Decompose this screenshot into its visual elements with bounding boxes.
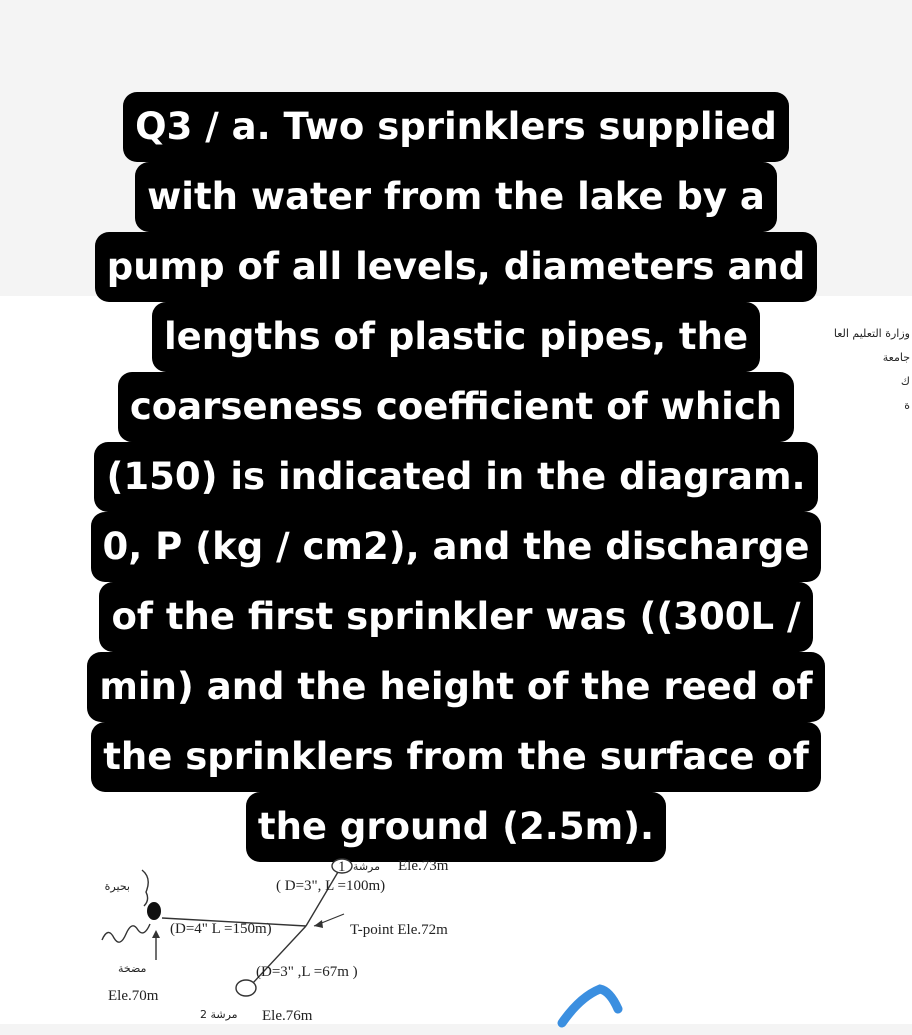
pump-arrow-head <box>152 930 160 938</box>
corner-highlight-mark <box>540 975 680 1035</box>
question-line: min) and the height of the reed of <box>87 652 824 722</box>
tpoint-arrow-head <box>314 920 323 928</box>
lake-label: بحيرة <box>104 880 130 893</box>
pump-icon <box>147 902 161 920</box>
university-text: جامعة <box>882 351 910 364</box>
side-text-4: ة <box>904 399 910 412</box>
pump-label: مضخة <box>118 962 147 975</box>
pipe2-label: ( D=3", L =100m) <box>276 878 386 894</box>
question-line: the sprinklers from the surface of <box>91 722 821 792</box>
question-line: pump of all levels, diameters and <box>95 232 818 302</box>
question-line: coarseness coefficient of which <box>118 372 794 442</box>
question-text-block <box>40 92 872 862</box>
pump-elevation: Ele.70m <box>108 988 159 1004</box>
sprinkler-1-elevation: Ele.73m <box>398 858 449 874</box>
question-line: Q3 / a. Two sprinklers supplied <box>123 92 789 162</box>
question-line: the ground (2.5m). <box>246 792 666 862</box>
question-line: with water from the lake by a <box>135 162 777 232</box>
sprinkler-2-elevation: Ele.76m <box>262 1008 313 1024</box>
pipe1-label: (D=4" L =150m) <box>170 921 272 937</box>
question-line: 0, P (kg / cm2), and the discharge <box>91 512 822 582</box>
lake-outline <box>142 870 148 906</box>
sprinkler-1-number: 1 <box>338 859 346 875</box>
suction-pipe <box>102 924 150 942</box>
question-line: of the first sprinkler was ((300L / <box>99 582 812 652</box>
pipe-network-diagram <box>80 848 520 1024</box>
sprinkler-2-icon <box>236 980 256 996</box>
ministry-text: وزارة التعليم العا <box>833 327 910 340</box>
diagram-svg <box>80 848 520 1024</box>
sprinkler-2-label: 2 مرشة <box>200 1008 238 1021</box>
question-line: (150) is indicated in the diagram. <box>94 442 817 512</box>
tpoint-label: T-point Ele.72m <box>350 922 448 938</box>
sprinkler-1-label: مرشة <box>352 860 380 873</box>
question-line: lengths of plastic pipes, the <box>152 302 760 372</box>
pipe3-label: (D=3" ,L =67m ) <box>256 964 358 980</box>
side-text-3: ك <box>900 375 910 388</box>
